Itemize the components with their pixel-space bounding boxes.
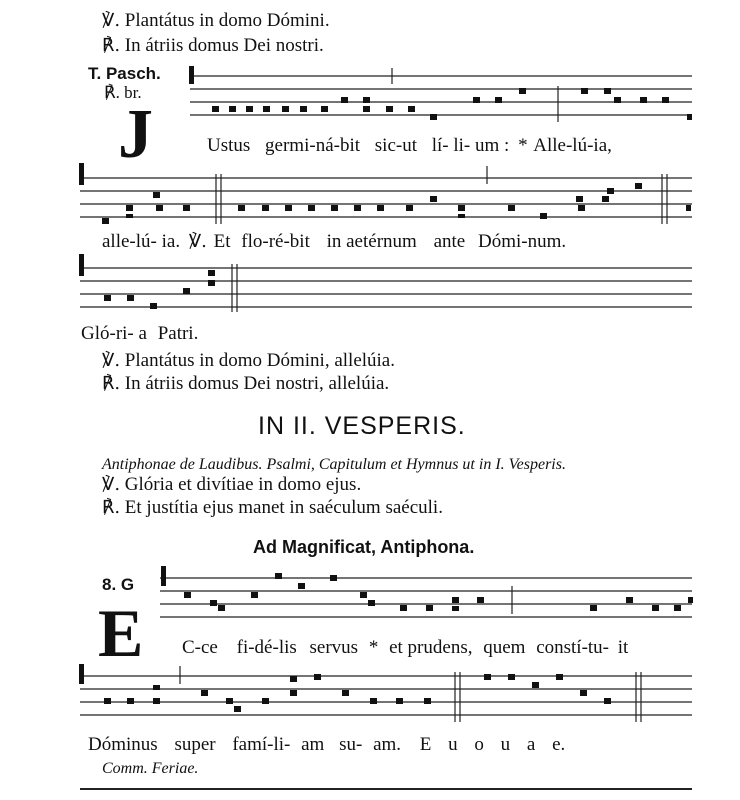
euouae-letter: u [500,734,511,755]
neume [201,690,208,696]
response-text: Et justítia ejus manet in saéculum saéculi. [124,497,443,518]
antiphon-title: Ad Magnificat, Antiphona. [253,537,475,557]
rubric: Antiphonae de Laudibus. Psalmi, Capitulum et Hymnus ut in I. Vesperis. [102,456,566,473]
syllable: Et [213,231,231,252]
neume [580,690,587,696]
versicle-symbol: ℣. [102,10,121,31]
neume [532,682,539,688]
versicle-symbol: ℣. [102,474,121,495]
neume [290,690,297,696]
syllable: servus [309,637,359,658]
versicle-symbol: ℣. [102,350,121,371]
versicle-symbol: ℣. [188,231,207,252]
neume [127,698,134,704]
syllable: Patri. [157,323,199,344]
response-text: In átriis domus Dei nostri. [124,35,324,56]
syllable: super [174,734,216,755]
syllable: Ustus [207,135,251,156]
response-text: In átriis domus Dei nostri, allelúia. [124,373,390,394]
neume [314,674,321,680]
syllable: Gló-ri- a [81,323,147,344]
neume [153,685,160,690]
syllable: lí- li- um : [431,135,510,156]
syllable: Alle-lú-ia, [533,135,612,156]
syllable: in aetérnum [326,231,417,252]
syllable: fi-dé-lis [236,637,297,658]
syllable: Dómi-num. [477,231,567,252]
syllable: famí-li- [232,734,291,755]
syllable: germi-ná-bit [265,135,361,156]
syllable: am [301,734,325,755]
euouae-letter: u [448,734,458,755]
neume [508,674,515,680]
response-symbol: ℟. [102,497,121,518]
syllable: am. [373,734,402,755]
footer-rubric: Comm. Feriae. [102,760,199,777]
neume [290,676,297,682]
neume [370,698,377,704]
section-divider [80,788,692,790]
neume [604,698,611,704]
season-label: T. Pasch. [88,64,161,83]
drop-cap-j: J [118,96,153,173]
euouae-letter: o [474,734,484,755]
euouae-letter: a [526,734,536,755]
syllable: it [617,637,629,658]
syllable: Dóminus [88,734,158,755]
syllable: constí-tu- [536,637,610,658]
syllable: ante [433,231,466,252]
syllable: et prudens, [389,637,473,658]
syllable: sic-ut [374,135,417,156]
euouae-letter: E [419,734,432,755]
neume [234,706,241,712]
neume [342,690,349,696]
syllable: quem [483,637,526,658]
neume [396,698,403,704]
syllable: alle-lú- ia. [102,231,181,252]
neume [104,698,111,704]
c-clef-icon [79,664,84,684]
response-symbol: ℟. [102,35,121,56]
neume [484,674,491,680]
syllable: su- [339,734,363,755]
versicle-text: Glória et divítiae in domo ejus. [124,474,362,495]
neume [262,698,269,704]
syllable: flo-ré-bit [241,231,310,252]
mode-label: 8. G [102,575,135,594]
versicle-text: Plantátus in domo Dómini, allelúia. [124,350,395,371]
responsory-type-label: ℟. br. [104,83,142,102]
versicle-text: Plantátus in domo Dómini. [124,10,330,31]
syllable: C-ce [182,637,218,658]
asterisk: * [368,637,379,658]
neume [556,674,563,680]
lyrics-line-5 [88,734,565,756]
asterisk: * [518,135,528,156]
neume [424,698,431,704]
section-heading: IN II. VESPERIS. [258,412,466,440]
neume [226,698,233,704]
euouae-letter: e. [552,734,566,755]
drop-cap-e: E [98,595,144,671]
response-symbol: ℟. [102,373,121,394]
neume [153,698,160,704]
